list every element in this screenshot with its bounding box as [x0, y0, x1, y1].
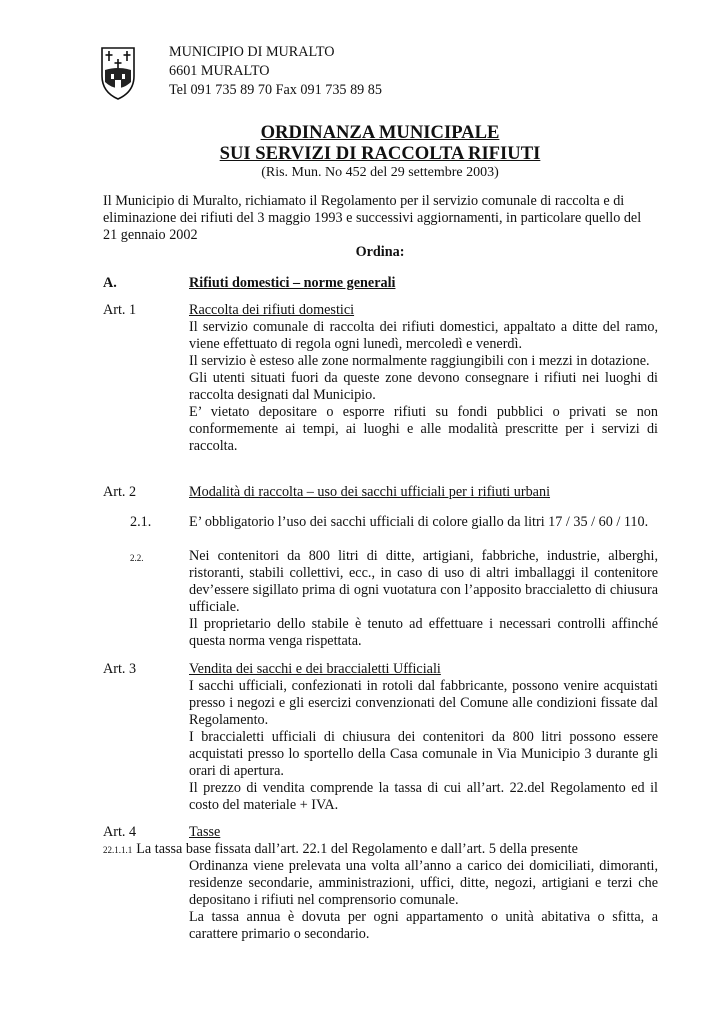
header-name: MUNICIPIO DI MURALTO [169, 44, 335, 60]
title-subtitle: (Ris. Mun. No 452 del 29 settembre 2003) [261, 165, 499, 180]
article-heading: Modalità di raccolta – uso dei sacchi ufficiali per i rifiuti urbani [189, 484, 551, 500]
title-line-2: SUI SERVIZI DI RACCOLTA RIFIUTI [219, 143, 541, 164]
section-heading: Rifiuti domestici – norme generali [189, 275, 396, 291]
article-body [189, 319, 658, 455]
article-number: Art. 1 [103, 302, 137, 318]
sub-first-line: La tassa base fissata dall’art. 22.1 del Regolamento e dall’art. 5 della presente [136, 841, 578, 857]
sub-paragraph: Nei contenitori da 800 litri di ditte, artigiani, fabbriche, industrie, alberghi, ristoranti, stabili collettivi, ecc., in caso di uso di altri imballaggi il contenitore dev’essere sigillato prima di ogni vuotatura con l’apposito braccialetto di chiusura ufficiale. [189, 548, 658, 615]
article-heading: Raccolta dei rifiuti domestici [189, 302, 355, 318]
municipal-crest-icon [101, 44, 135, 100]
article-paragraph: E’ vietato depositare o esporre rifiuti su fondi pubblici o privati se non conformemente ai tempi, ai luoghi e alle modalità prescritte per i servizi di raccolta. [189, 404, 658, 454]
sub-number: 22.1.1.1 [103, 845, 133, 855]
article-paragraph: Il servizio comunale di raccolta dei rifiuti domestici, appaltato a ditte del ramo, viene effettuato di regola ogni lunedì, mercoledì e venerdì. [189, 319, 658, 352]
article-body [189, 858, 658, 943]
sub-body [189, 514, 658, 531]
municipality-header [169, 43, 382, 100]
article-paragraph: I braccialetti ufficiali di chiusura dei contenitori da 800 litri possono essere acquistati presso lo sportello della Casa comunale in Via Municipio 3 durante gli orari di apertura. [189, 729, 658, 779]
section-key: A. [103, 275, 117, 291]
article-paragraph: La tassa annua è dovuta per ogni appartamento o unità abitativa o sfitta, a carattere primario o secondario. [189, 909, 658, 942]
article-heading: Vendita dei sacchi e dei braccialetti Ufficiali [189, 661, 441, 677]
article-paragraph: Ordinanza viene prelevata una volta all’anno a carico dei domiciliati, dimoranti, residenze secondarie, amministrazioni, uffici, ditte, negozi, artigiani e terzi che depositano i rifiuti nel comprensorio comunale. [189, 858, 658, 908]
article-paragraph: Gli utenti situati fuori da queste zone devono consegnare i rifiuti nei luoghi di raccolta designati dal Municipio. [189, 370, 658, 403]
intro-paragraph: Il Municipio di Muralto, richiamato il Regolamento per il servizio comunale di raccolta e di eliminazione dei rifiuti del 3 maggio 1993 e successivi aggiornamenti, in particolare quello del 21 gennaio 2002 [103, 193, 642, 243]
sub-body [189, 548, 658, 650]
article-paragraph: Il prezzo di vendita comprende la tassa di cui all’art. 22.del Regolamento ed il costo del materiale + IVA. [189, 780, 658, 813]
article-paragraph: Il servizio è esteso alle zone normalmente raggiungibili con i mezzi in dotazione. [189, 353, 650, 369]
article-body [189, 678, 658, 814]
sub-paragraph: E’ obbligatorio l’uso dei sacchi ufficiali di colore giallo da litri 17 / 35 / 60 / 110. [189, 514, 649, 530]
header-address: 6601 MURALTO [169, 63, 270, 79]
article-heading: Tasse [189, 824, 221, 840]
article-paragraph: I sacchi ufficiali, confezionati in rotoli dal fabbricante, possono venire acquistati presso i negozi e gli esercizi convenzionati del Comune alle condizioni fissate dal Regolamento. [189, 678, 658, 728]
title-line-1: ORDINANZA MUNICIPALE [260, 122, 500, 143]
sub-number: 2.1. [130, 514, 152, 530]
article-number: Art. 4 [103, 824, 137, 840]
sub-paragraph: Il proprietario dello stabile è tenuto ad effettuare i necessari controlli affinché questa norma venga rispettata. [189, 616, 658, 649]
article-number: Art. 3 [103, 661, 137, 677]
article-number: Art. 2 [103, 484, 137, 500]
header-contacts: Tel 091 735 89 70 Fax 091 735 89 85 [169, 82, 382, 98]
document-title [0, 122, 724, 181]
article-4-first-line [103, 841, 663, 859]
sub-number: 2.2. [130, 553, 144, 563]
ordina-heading: Ordina: [355, 244, 405, 260]
